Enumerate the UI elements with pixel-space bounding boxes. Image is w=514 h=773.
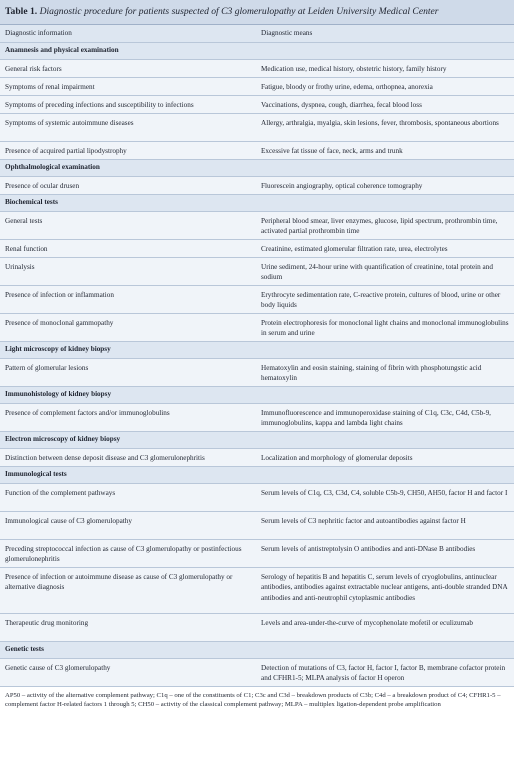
diagnostic-means-cell: Allergy, arthralgia, myalgia, skin lesions, fever, thrombosis, spontaneous abortions xyxy=(256,113,514,141)
table-row xyxy=(0,511,514,539)
diagnostic-means-cell: Creatinine, estimated glomerular filtration rate, urea, electrolytes xyxy=(256,239,514,257)
section-title: Genetic tests xyxy=(0,641,514,658)
table-row xyxy=(0,113,514,141)
table-row xyxy=(0,176,514,194)
diagnostic-information-cell: Pattern of glomerular lesions xyxy=(0,358,256,386)
table-row xyxy=(0,285,514,313)
column-header-means: Diagnostic means xyxy=(256,25,514,42)
section-title: Immunological tests xyxy=(0,466,514,483)
table-caption xyxy=(0,0,514,25)
diagnostic-information-cell: Renal function xyxy=(0,239,256,257)
section-header-row xyxy=(0,466,514,483)
table-row xyxy=(0,313,514,341)
section-header-row xyxy=(0,42,514,59)
diagnostic-means-cell: Levels and area-under-the-curve of mycophenolate mofetil or eculizumab xyxy=(256,613,514,641)
section-header-row xyxy=(0,194,514,211)
diagnostic-means-cell: Urine sediment, 24-hour urine with quantification of creatinine, total protein and sodium xyxy=(256,257,514,285)
diagnostic-information-cell: Preceding streptococcal infection as cause of C3 glomerulopathy or postinfectious glomerulonephritis xyxy=(0,539,256,567)
diagnostic-information-cell: Presence of acquired partial lipodystrophy xyxy=(0,141,256,159)
diagnostic-information-cell: Genetic cause of C3 glomerulopathy xyxy=(0,658,256,686)
diagnostic-information-cell: General tests xyxy=(0,211,256,239)
section-title: Light microscopy of kidney biopsy xyxy=(0,341,514,358)
section-header-row xyxy=(0,159,514,176)
diagnostic-means-cell: Serum levels of antistreptolysin O antibodies and anti-DNase B antibodies xyxy=(256,539,514,567)
diagnostic-information-cell: Therapeutic drug monitoring xyxy=(0,613,256,641)
table-row xyxy=(0,483,514,511)
section-title: Anamnesis and physical examination xyxy=(0,42,514,59)
diagnostic-means-cell: Vaccinations, dyspnea, cough, diarrhea, fecal blood loss xyxy=(256,95,514,113)
table-row xyxy=(0,448,514,466)
diagnostic-means-cell: Detection of mutations of C3, factor H, factor I, factor B, membrane cofactor protein and CFHR1-5; MLPA analysis of factor H operon xyxy=(256,658,514,686)
table-row xyxy=(0,358,514,386)
section-title: Biochemical tests xyxy=(0,194,514,211)
diagnostic-means-cell: Fatigue, bloody or frothy urine, edema, orthopnea, anorexia xyxy=(256,77,514,95)
diagnostic-information-cell: Symptoms of renal impairment xyxy=(0,77,256,95)
caption-label: Table 1. xyxy=(5,6,38,17)
table-row xyxy=(0,95,514,113)
diagnostic-information-cell: Presence of complement factors and/or immunoglobulins xyxy=(0,403,256,431)
section-title: Immunohistology of kidney biopsy xyxy=(0,386,514,403)
diagnostic-information-cell: Symptoms of preceding infections and susceptibility to infections xyxy=(0,95,256,113)
diagnostic-information-cell: Presence of infection or autoimmune disease as cause of C3 glomerulopathy or alternative diagnosis xyxy=(0,567,256,613)
diagnostic-means-cell: Immunofluorescence and immunoperoxidase staining of C1q, C3c, C4d, C5b-9, immunoglobulins, kappa and lambda light chains xyxy=(256,403,514,431)
diagnostic-table xyxy=(0,25,514,687)
table-row xyxy=(0,141,514,159)
table-row xyxy=(0,59,514,77)
table-row xyxy=(0,567,514,613)
caption-text: Diagnostic procedure for patients suspected of C3 glomerulopathy at Leiden University Medical Center xyxy=(39,6,439,17)
table-row xyxy=(0,613,514,641)
diagnostic-information-cell: Immunological cause of C3 glomerulopathy xyxy=(0,511,256,539)
table-row xyxy=(0,211,514,239)
section-title: Electron microscopy of kidney biopsy xyxy=(0,431,514,448)
diagnostic-information-cell: Symptoms of systemic autoimmune diseases xyxy=(0,113,256,141)
diagnostic-means-cell: Serum levels of C1q, C3, C3d, C4, soluble C5b-9, CH50, AH50, factor H and factor I xyxy=(256,483,514,511)
diagnostic-means-cell: Hematoxylin and eosin staining, staining of fibrin with phosphotungstic acid hematoxylin xyxy=(256,358,514,386)
column-header-row xyxy=(0,25,514,42)
table-footnote: AP50 – activity of the alternative complement pathway; C1q – one of the constituents of C1; C3c and C3d – breakdown products of C3b; C4d – a breakdown product of C4; CFHR1-5 – complement factor H-related factors 1 through 5; CH50 – activity of the classical complement pathway; MLPA – multiplex ligation-dependent probe amplification xyxy=(0,687,514,709)
column-header-info: Diagnostic information xyxy=(0,25,256,42)
diagnostic-means-cell: Excessive fat tissue of face, neck, arms and trunk xyxy=(256,141,514,159)
diagnostic-information-cell: Presence of monoclonal gammopathy xyxy=(0,313,256,341)
table-row xyxy=(0,257,514,285)
table-row xyxy=(0,539,514,567)
diagnostic-means-cell: Fluorescein angiography, optical coherence tomography xyxy=(256,176,514,194)
diagnostic-information-cell: Presence of infection or inflammation xyxy=(0,285,256,313)
table-body xyxy=(0,42,514,686)
diagnostic-means-cell: Serology of hepatitis B and hepatitis C, serum levels of cryoglobulins, antinuclear antibodies, antibodies against extractable nuclear antigens, anti-double stranded DNA antibodies and anti-neutrophil cytoplasmic antibodies xyxy=(256,567,514,613)
table-row xyxy=(0,658,514,686)
diagnostic-information-cell: General risk factors xyxy=(0,59,256,77)
diagnostic-means-cell: Medication use, medical history, obstetric history, family history xyxy=(256,59,514,77)
diagnostic-means-cell: Protein electrophoresis for monoclonal light chains and monoclonal immunoglobulins in serum and urine xyxy=(256,313,514,341)
section-header-row xyxy=(0,341,514,358)
diagnostic-means-cell: Localization and morphology of glomerular deposits xyxy=(256,448,514,466)
diagnostic-information-cell: Presence of ocular drusen xyxy=(0,176,256,194)
diagnostic-means-cell: Peripheral blood smear, liver enzymes, glucose, lipid spectrum, prothrombin time, activated partial prothrombin time xyxy=(256,211,514,239)
table-row xyxy=(0,403,514,431)
diagnostic-information-cell: Urinalysis xyxy=(0,257,256,285)
table-row xyxy=(0,77,514,95)
diagnostic-means-cell: Serum levels of C3 nephritic factor and autoantibodies against factor H xyxy=(256,511,514,539)
section-header-row xyxy=(0,386,514,403)
diagnostic-information-cell: Function of the complement pathways xyxy=(0,483,256,511)
diagnostic-information-cell: Distinction between dense deposit disease and C3 glomerulonephritis xyxy=(0,448,256,466)
section-title: Ophthalmological examination xyxy=(0,159,514,176)
table-row xyxy=(0,239,514,257)
diagnostic-means-cell: Erythrocyte sedimentation rate, C-reactive protein, cultures of blood, urine or other body liquids xyxy=(256,285,514,313)
section-header-row xyxy=(0,431,514,448)
section-header-row xyxy=(0,641,514,658)
